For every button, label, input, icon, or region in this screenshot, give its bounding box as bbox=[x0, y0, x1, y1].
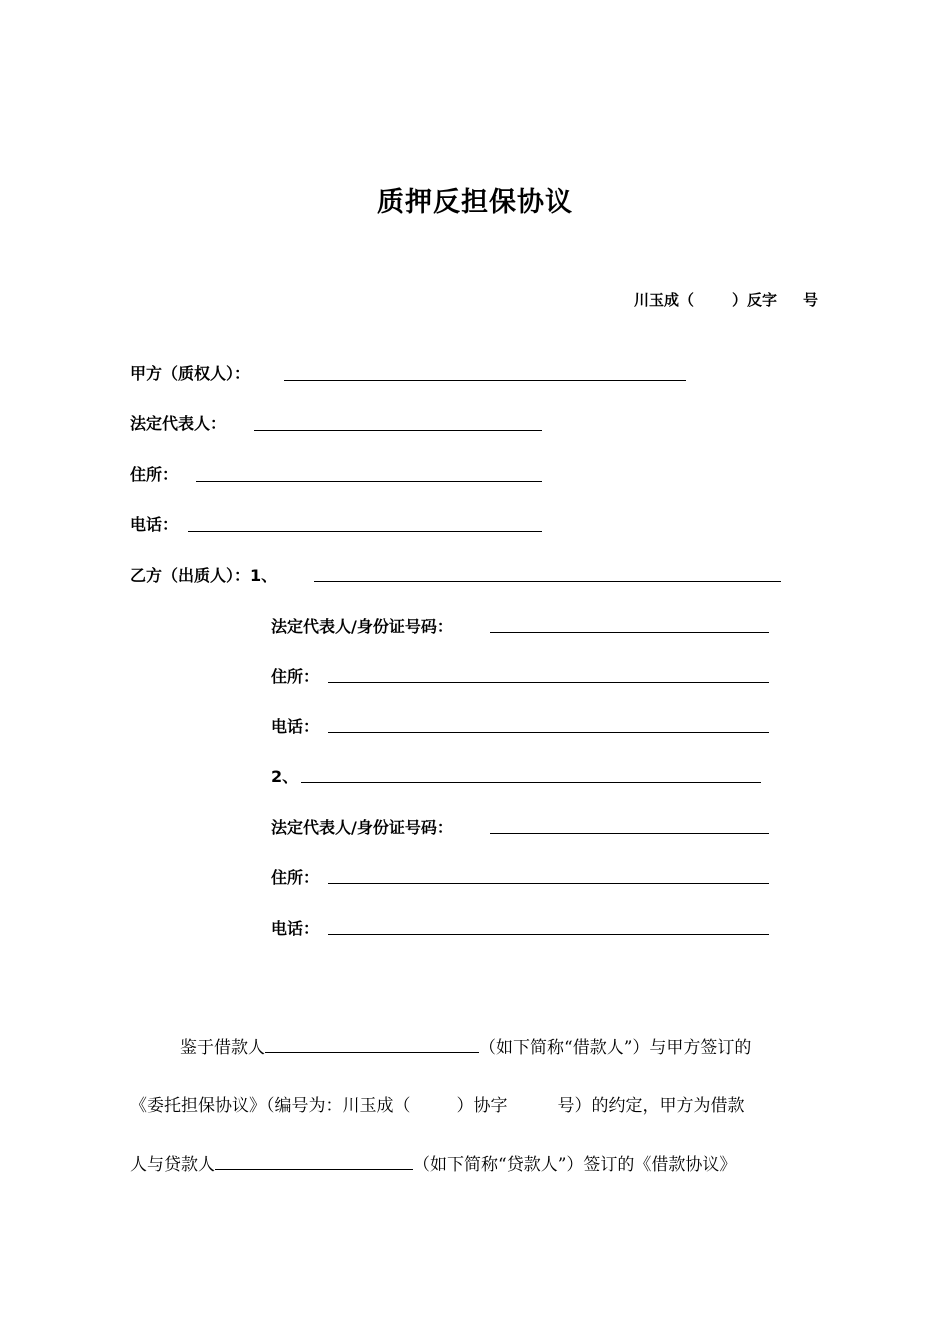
party-a-legal-rep-field[interactable] bbox=[254, 430, 542, 431]
body-line-1-end: （如下简称“借款人”）与甲方签订的 bbox=[479, 1038, 752, 1058]
party-a-phone-label: 电话： bbox=[130, 515, 179, 534]
party-a-phone-field[interactable] bbox=[188, 531, 542, 532]
body-line-1-start: 鉴于借款人 bbox=[180, 1038, 265, 1058]
party-a-address-field[interactable] bbox=[196, 481, 542, 482]
document-number bbox=[634, 289, 818, 310]
lender-name-field[interactable] bbox=[215, 1153, 413, 1170]
pledgor-2-name-field[interactable] bbox=[301, 782, 761, 783]
body-line-2-start: 《委托担保协议》（编号为：川玉成（ bbox=[130, 1096, 411, 1116]
body-line-2-mid: ）协字 bbox=[456, 1096, 508, 1116]
party-a-name-field[interactable] bbox=[284, 380, 686, 381]
pledgor-2-index: 2、 bbox=[271, 767, 299, 786]
pledgor-2-phone-label: 电话： bbox=[271, 919, 320, 938]
party-a-legal-rep-label: 法定代表人： bbox=[130, 414, 227, 433]
doc-number-suffix: 号 bbox=[802, 291, 818, 309]
pledgor-2-legal-rep-id-field[interactable] bbox=[490, 833, 769, 834]
party-a-label: 甲方（质权人）： bbox=[130, 364, 251, 383]
body-line-3-start: 人与贷款人 bbox=[130, 1155, 215, 1175]
pledgor-2-address-label: 住所： bbox=[271, 868, 320, 887]
borrower-name-field[interactable] bbox=[265, 1036, 479, 1053]
party-a-address-label: 住所： bbox=[130, 465, 179, 484]
pledgor-1-legal-rep-id-field[interactable] bbox=[490, 632, 769, 633]
body-line-3 bbox=[130, 1150, 736, 1175]
doc-number-mid: ）反字 bbox=[731, 291, 777, 309]
document-title: 质押反担保协议 bbox=[377, 187, 573, 218]
body-line-3-end: （如下简称“贷款人”）签订的《借款协议》 bbox=[413, 1155, 737, 1175]
pledgor-1-name-field[interactable] bbox=[314, 581, 781, 582]
pledgor-2-legal-rep-id-label: 法定代表人/身份证号码： bbox=[271, 818, 453, 837]
pledgor-2-address-field[interactable] bbox=[328, 883, 769, 884]
body-line-2 bbox=[130, 1091, 745, 1116]
pledgor-1-phone-field[interactable] bbox=[328, 732, 769, 733]
pledgor-1-address-field[interactable] bbox=[328, 682, 769, 683]
pledgor-1-address-label: 住所： bbox=[271, 667, 320, 686]
doc-number-prefix: 川玉成（ bbox=[633, 291, 694, 309]
body-line-2-end: 号）的约定，甲方为借款 bbox=[557, 1096, 745, 1116]
pledgor-1-legal-rep-id-label: 法定代表人/身份证号码： bbox=[271, 617, 453, 636]
body-line-1 bbox=[180, 1033, 751, 1058]
party-b-label: 乙方（出质人）：1、 bbox=[130, 566, 278, 585]
pledgor-1-phone-label: 电话： bbox=[271, 717, 320, 736]
pledgor-2-phone-field[interactable] bbox=[328, 934, 769, 935]
